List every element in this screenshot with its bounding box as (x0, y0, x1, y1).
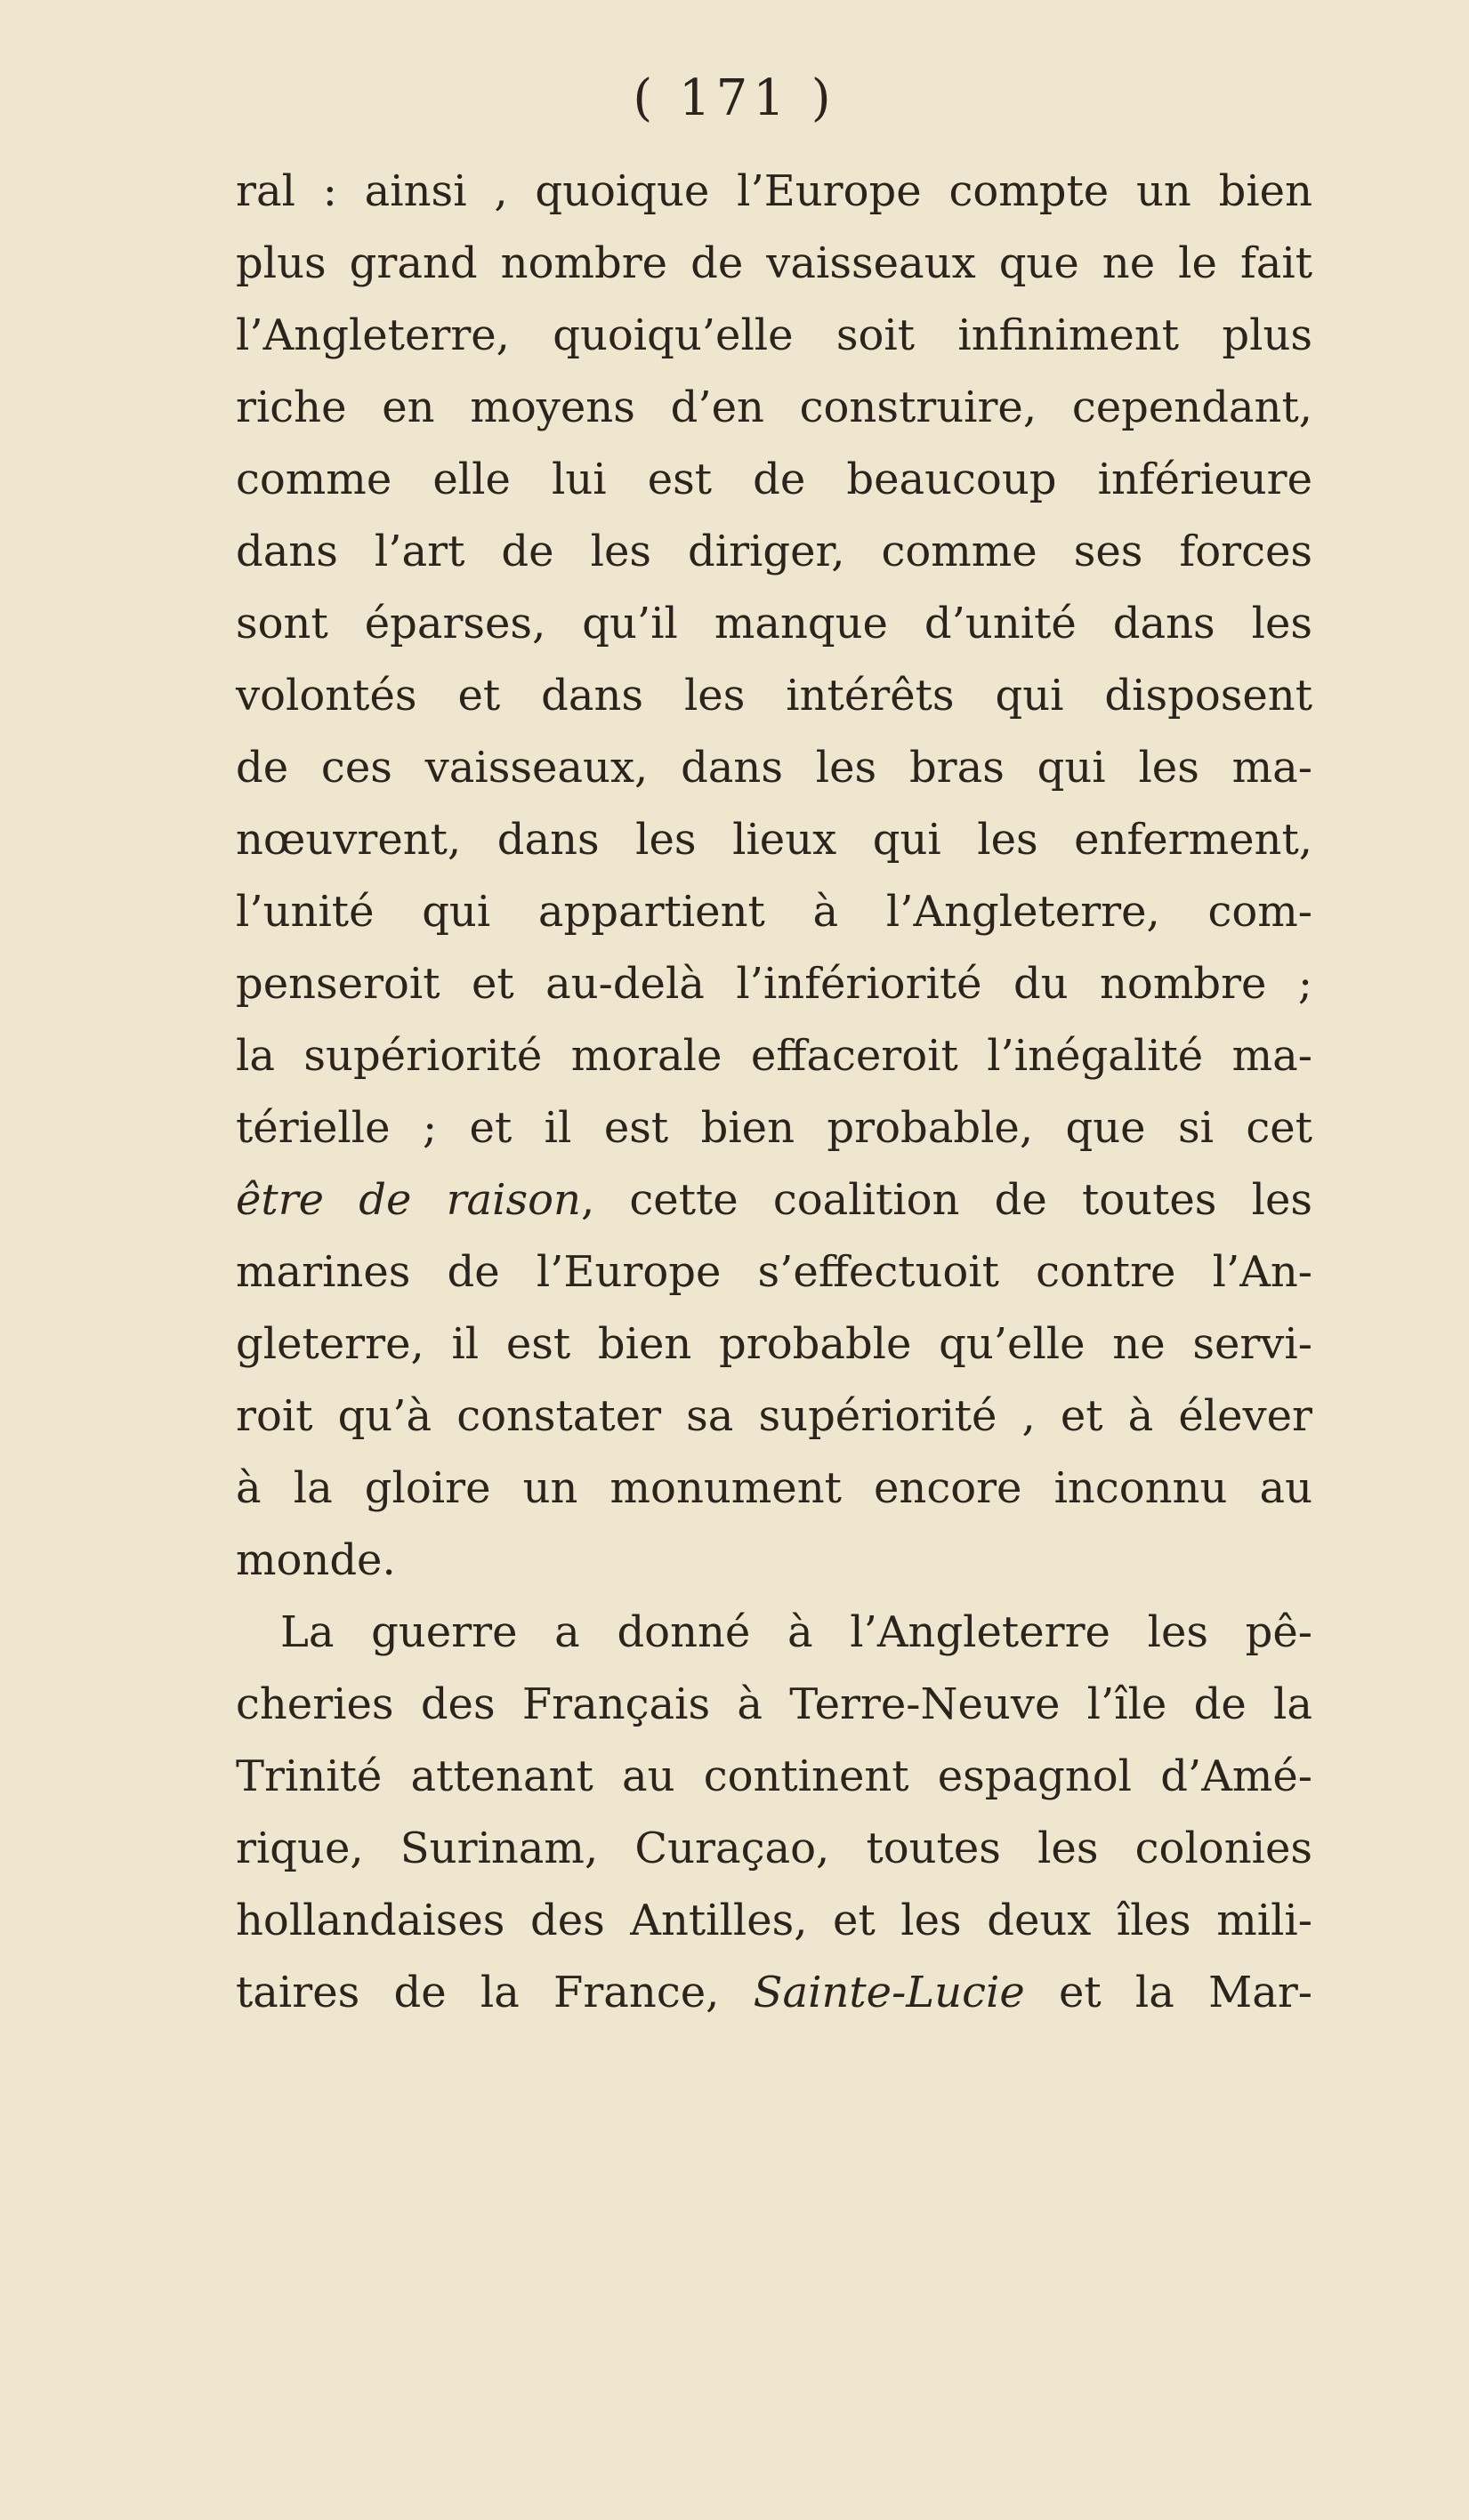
text-line: La guerre a donné à l’Angleterre les pê- (280, 1607, 1312, 1657)
text-line: térielle ; et il est bien probable, que si cet (236, 1103, 1312, 1153)
text-line: cheries des Français à Terre-Neuve l’île de la (236, 1679, 1312, 1729)
text-line: riche en moyens d’en construire, cependant, (236, 382, 1312, 432)
text-line: comme elle lui est de beaucoup inférieure (236, 455, 1312, 504)
text-line: la supériorité morale effaceroit l’inégalité ma- (236, 1031, 1312, 1081)
text-line: hollandaises des Antilles, et les deux îles mili- (236, 1896, 1312, 1945)
text-line: l’unité qui appartient à l’Angleterre, com- (236, 887, 1312, 937)
italic-phrase: Sainte-Lucie (753, 1968, 1025, 2017)
text-line: penseroit et au-delà l’infériorité du nombre ; (236, 959, 1312, 1009)
text-line: rique, Surinam, Curaçao, toutes les colonies (236, 1824, 1312, 1873)
text-segment: taires de la France, (236, 1968, 754, 2017)
text-line-mixed (236, 1164, 1312, 1236)
text-line: volontés et dans les intérêts qui disposent (236, 671, 1312, 721)
text-line-mixed (236, 1957, 1312, 2029)
text-segment: , cette coalition de toutes les (580, 1175, 1313, 1225)
text-line: sont éparses, qu’il manque d’unité dans les (236, 599, 1312, 648)
italic-phrase: être de raison (236, 1175, 581, 1225)
text-line: l’Angleterre, quoiqu’elle soit infiniment plus (236, 310, 1312, 360)
page-number: ( 171 ) (633, 69, 836, 127)
text-segment: et la Mar- (1024, 1968, 1313, 2017)
text-line: Trinité attenant au continent espagnol d’Amé- (236, 1751, 1312, 1801)
text-line: plus grand nombre de vaisseaux que ne le fait (236, 238, 1312, 288)
body-text (236, 156, 1312, 2029)
text-line: roit qu’à constater sa supériorité , et à élever (236, 1391, 1312, 1441)
text-line: de ces vaisseaux, dans les bras qui les ma- (236, 743, 1312, 793)
text-line: gleterre, il est bien probable qu’elle ne servi- (236, 1319, 1312, 1369)
text-line: monde. (236, 1535, 396, 1585)
text-line: dans l’art de les diriger, comme ses forces (236, 527, 1312, 576)
text-line: nœuvrent, dans les lieux qui les enferment, (236, 815, 1312, 865)
text-line: à la gloire un monument encore inconnu au (236, 1463, 1312, 1513)
text-line: marines de l’Europe s’effectuoit contre l’An- (236, 1247, 1312, 1297)
text-line: ral : ainsi , quoique l’Europe compte un bien (236, 166, 1312, 216)
